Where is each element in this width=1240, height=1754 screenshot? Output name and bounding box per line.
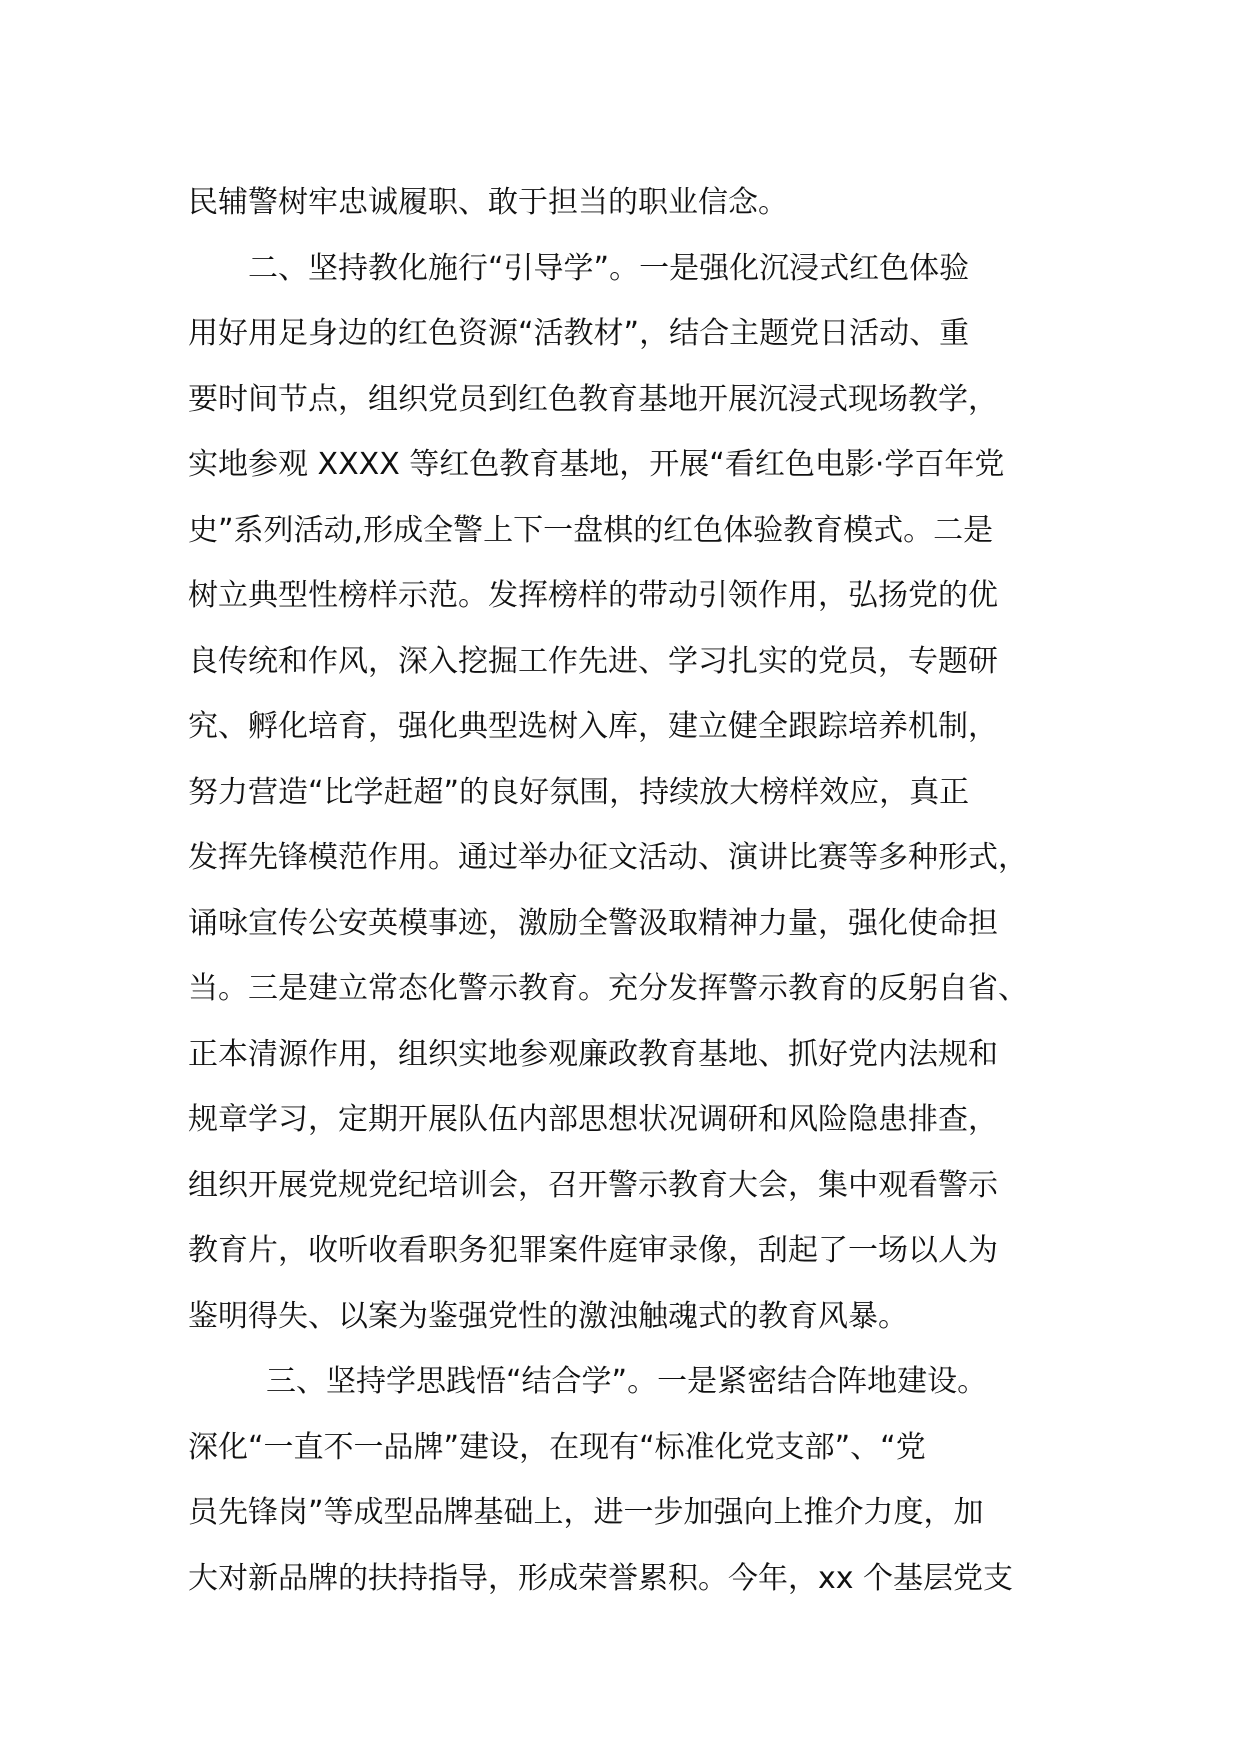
body-line: 规章学习，定期开展队伍内部思想状况调研和风险隐患排查， bbox=[188, 1102, 998, 1137]
body-line: 良传统和作风，深入挖掘工作先进、学习扎实的党员，专题研 bbox=[188, 643, 998, 679]
document-body bbox=[188, 170, 1068, 1611]
body-line: 发挥先锋模范作用。通过举办征文活动、演讲比赛等多种形式， bbox=[188, 840, 1028, 875]
body-line: 大对新品牌的扶持指导，形成荣誉累积。今年，xx 个基层党支 bbox=[188, 1560, 1014, 1596]
body-line: 组织开展党规党纪培训会，召开警示教育大会，集中观看警示 bbox=[188, 1167, 998, 1203]
body-line: 民辅警树牢忠诚履职、敢于担当的职业信念。 bbox=[188, 185, 788, 220]
body-line: 要时间节点，组织党员到红色教育基地开展沉浸式现场教学， bbox=[188, 381, 998, 417]
body-line: 树立典型性榜样示范。发挥榜样的带动引领作用，弘扬党的优 bbox=[188, 578, 998, 613]
body-line: 史”系列活动,形成全警上下一盘棋的红色体验教育模式。二是 bbox=[188, 512, 994, 548]
body-line: 究、孵化培育，强化典型选树入库，建立健全跟踪培养机制， bbox=[188, 709, 998, 744]
body-line: 实地参观 XXXX 等红色教育基地，开展“看红色电影·学百年党 bbox=[188, 447, 1005, 482]
section-heading-2: 二、坚持教化施行“引导学”。一是强化沉浸式红色体验 bbox=[248, 250, 970, 286]
body-line: 正本清源作用，组织实地参观廉政教育基地、抓好党内法规和 bbox=[188, 1036, 998, 1072]
body-line: 深化“一直不一品牌”建设，在现有“标准化党支部”、“党 bbox=[188, 1429, 926, 1465]
body-line: 当。三是建立常态化警示教育。充分发挥警示教育的反躬自省、 bbox=[188, 971, 1028, 1006]
section-heading-3: 三、坚持学思践悟“结合学”。一是紧密结合阵地建设。 bbox=[266, 1364, 988, 1399]
body-line: 诵咏宣传公安英模事迹，激励全警汲取精神力量，强化使命担 bbox=[188, 905, 998, 941]
body-line: 鉴明得失、以案为鉴强党性的激浊触魂式的教育风暴。 bbox=[188, 1298, 908, 1334]
body-line: 用好用足身边的红色资源“活教材”，结合主题党日活动、重 bbox=[188, 316, 970, 351]
body-line: 努力营造“比学赶超”的良好氛围，持续放大榜样效应，真正 bbox=[188, 774, 970, 810]
body-line: 员先锋岗”等成型品牌基础上，进一步加强向上推介力度，加 bbox=[188, 1495, 984, 1530]
body-line: 教育片，收听收看职务犯罪案件庭审录像，刮起了一场以人为 bbox=[188, 1233, 998, 1268]
